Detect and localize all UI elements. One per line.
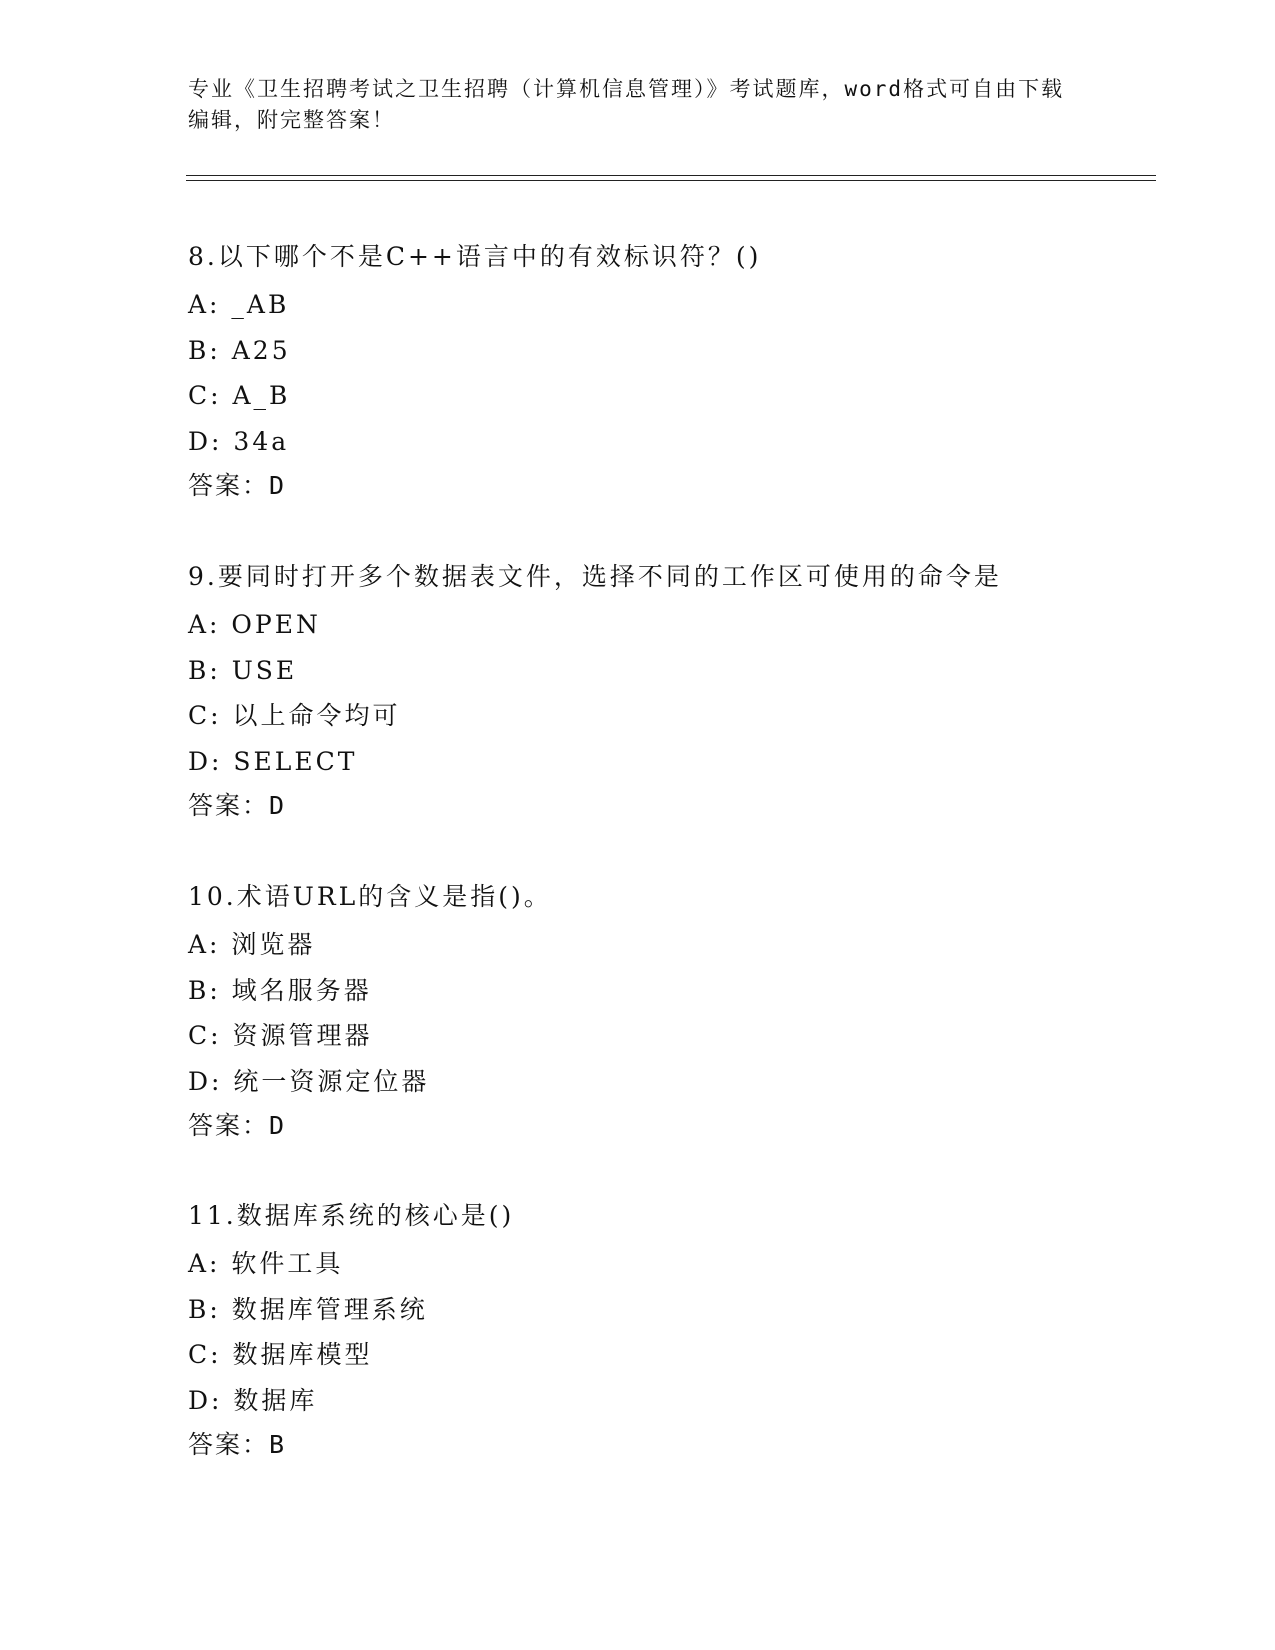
header-divider-bottom [186,180,1156,181]
option-d: D: SELECT [188,746,358,776]
option-c: C: 资源管理器 [188,1021,373,1050]
option-a: A: _AB [188,290,290,319]
question-stem: 9.要同时打开多个数据表文件，选择不同的工作区可使用的命令是 [188,562,1002,591]
question-stem: 8.以下哪个不是C++语言中的有效标识符？() [188,242,762,271]
answer-line: 答案：D [188,471,287,500]
option-c: C: 数据库模型 [188,1340,373,1369]
document-header-text: 专业《卫生招聘考试之卫生招聘（计算机信息管理）》考试题库，word格式可自由下载编辑，附完整答案！ [188,77,1065,132]
question-11 [188,1191,1188,1467]
answer-line: 答案：D [188,1111,287,1140]
option-d: D: 统一资源定位器 [188,1066,430,1096]
option-d: D: 数据库 [188,1385,318,1415]
option-a: A: OPEN [188,610,321,639]
option-b: B: A25 [188,335,291,365]
option-b: B: 数据库管理系统 [188,1294,428,1324]
question-10 [188,872,1188,1148]
question-stem: 11.数据库系统的核心是() [188,1201,515,1230]
option-d: D: 34a [188,426,290,456]
header-divider-top [186,175,1156,176]
question-9 [188,552,1188,828]
option-a: A: 软件工具 [188,1249,344,1278]
option-a: A: 浏览器 [188,930,316,959]
question-stem: 10.术语URL的含义是指()。 [188,882,552,911]
option-c: C: A_B [188,381,291,410]
answer-line: 答案：B [188,1430,287,1459]
question-8 [188,232,1188,508]
option-b: B: 域名服务器 [188,975,372,1005]
option-c: C: 以上命令均可 [188,701,401,730]
option-b: B: USE [188,655,298,685]
answer-line: 答案：D [188,791,287,820]
